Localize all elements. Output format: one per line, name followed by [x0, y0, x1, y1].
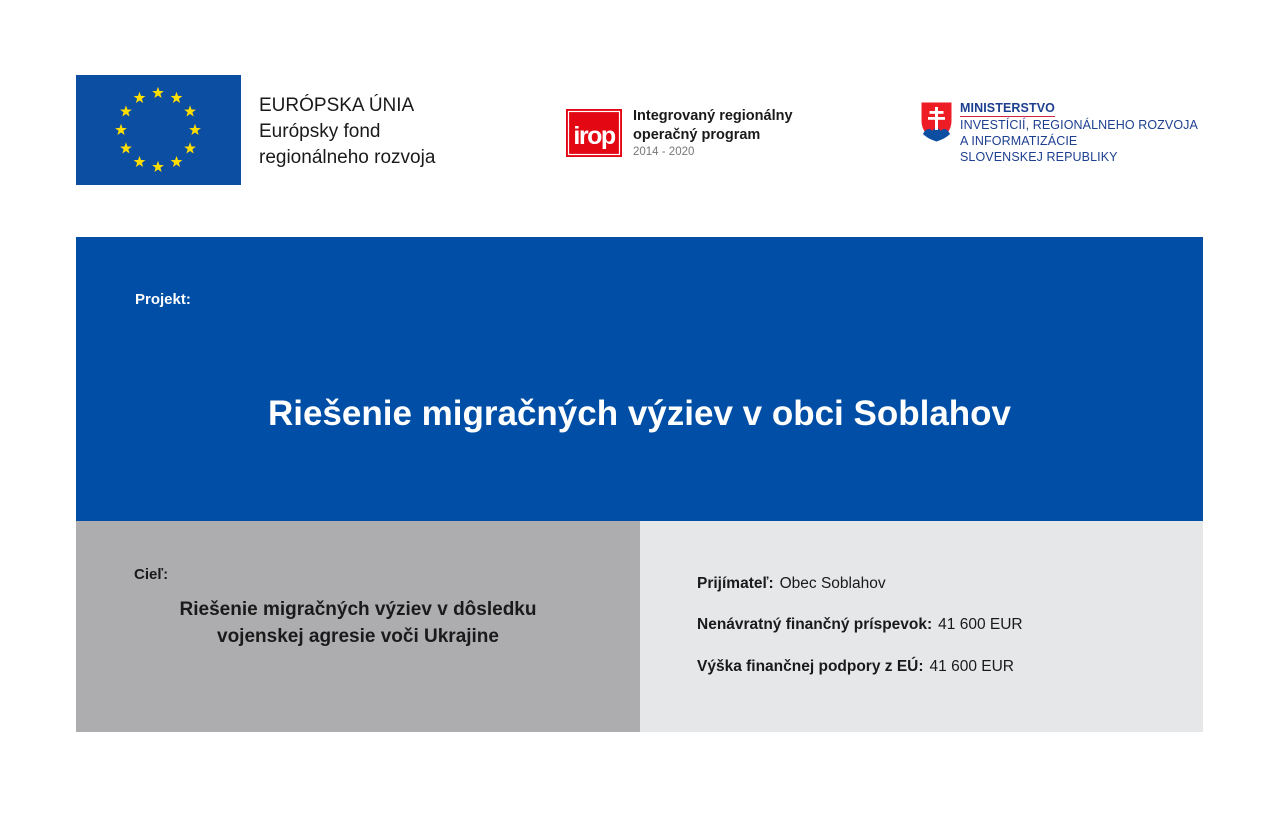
recipient-value: Obec Soblahov	[779, 575, 886, 592]
irop-line-2: operačný program	[633, 127, 761, 143]
eu-flag-icon	[76, 75, 241, 185]
eu-line-3: regionálneho rozvoja	[259, 147, 436, 168]
grant-label: Nenávratný finančný príspevok:	[697, 616, 933, 633]
ministry-line-3: SLOVENSKEJ REPUBLIKY	[960, 150, 1118, 164]
grant-row	[697, 616, 1023, 634]
ministry-title: MINISTERSTVO	[960, 101, 1055, 115]
recipient-label: Prijímateľ:	[697, 575, 774, 592]
info-panel	[640, 521, 1203, 732]
project-title: Riešenie migračných výziev v obci Soblahov	[267, 394, 1012, 433]
goal-text	[76, 596, 640, 650]
irop-logo-text: irop	[573, 122, 615, 150]
eu-fund-text	[259, 93, 435, 171]
ministry-line-2: A INFORMATIZÁCIE	[960, 134, 1078, 148]
slovak-coat-of-arms-icon	[920, 101, 953, 143]
eu-support-value: 41 600 EUR	[929, 658, 1014, 675]
ministry-text	[960, 100, 1198, 165]
goal-line-1: Riešenie migračných výziev v dôsledku	[179, 599, 537, 620]
project-panel	[76, 237, 1203, 521]
eu-line-1: EURÓPSKA ÚNIA	[259, 95, 415, 116]
eu-support-label: Výška finančnej podpory z EÚ:	[697, 658, 924, 675]
irop-years: 2014 - 2020	[633, 146, 695, 158]
ministry-line-1: INVESTÍCIÍ, REGIONÁLNEHO ROZVOJA	[960, 118, 1198, 132]
goal-panel	[76, 521, 640, 732]
irop-logo-icon	[566, 109, 622, 157]
goal-line-2: vojenskej agresie voči Ukrajine	[217, 626, 499, 647]
eu-support-row	[697, 658, 1014, 676]
goal-label: Cieľ:	[134, 566, 169, 583]
irop-line-1: Integrovaný regionálny	[633, 108, 793, 124]
eu-line-2: Európsky fond	[259, 121, 381, 142]
grant-value: 41 600 EUR	[938, 616, 1023, 633]
recipient-row	[697, 575, 886, 593]
project-label: Projekt:	[135, 291, 191, 308]
irop-text	[633, 107, 793, 159]
